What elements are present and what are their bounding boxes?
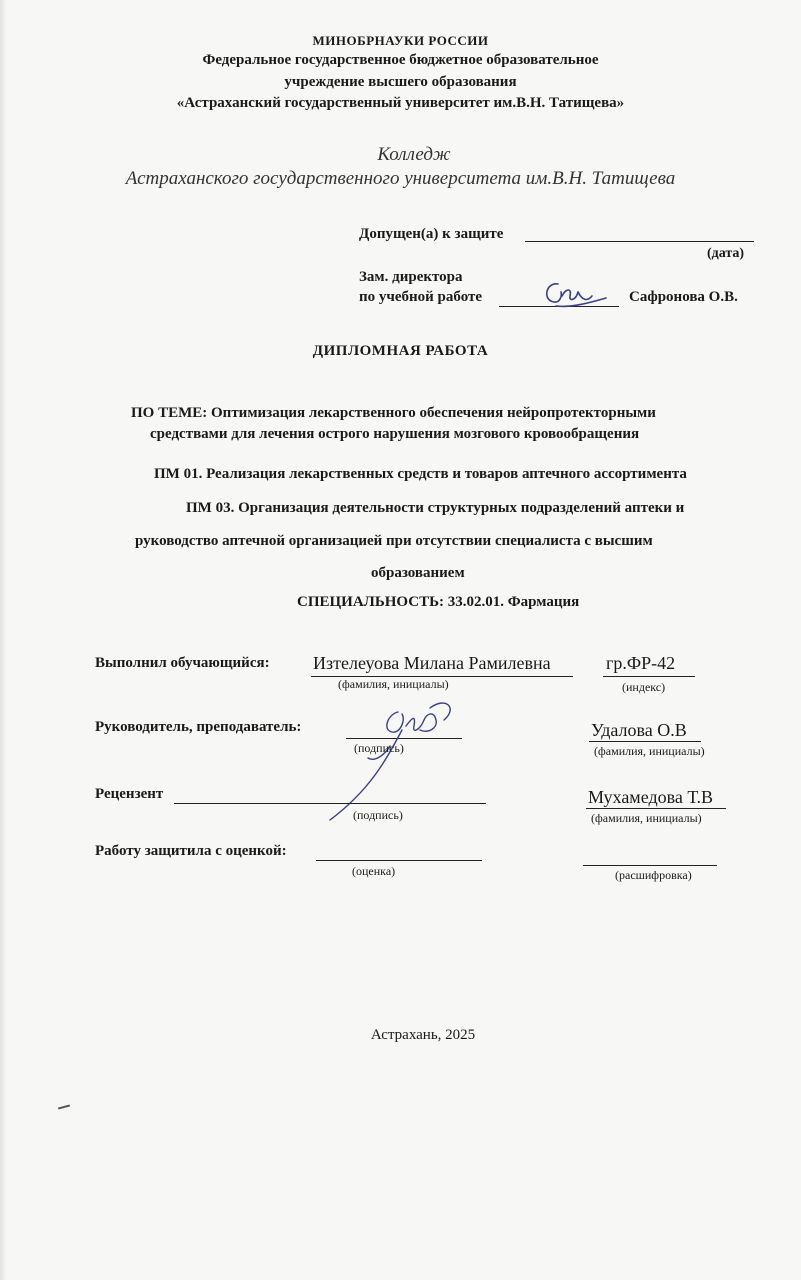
supervisor-label: Руководитель, преподаватель: <box>95 719 302 735</box>
org-line-2: учреждение высшего образования <box>284 74 517 90</box>
reviewer-sign-line <box>174 785 486 804</box>
grade-caption: (оценка) <box>352 864 396 878</box>
student-label: Выполнил обучающийся: <box>95 655 270 671</box>
specialty: СПЕЦИАЛЬНОСТЬ: 33.02.01. Фармация <box>297 594 580 610</box>
group-caption: (индекс) <box>622 680 666 694</box>
topic-line-1: ПО ТЕМЕ: Оптимизация лекарственного обеспечения нейропротекторными <box>131 405 656 421</box>
deputy-line-2: по учебной работе <box>359 289 483 305</box>
admitted-label: Допущен(а) к защите <box>359 226 504 242</box>
student-caption: (фамилия, инициалы) <box>338 677 449 691</box>
date-caption: (дата) <box>707 246 745 261</box>
deputy-name: Сафронова О.В. <box>629 289 738 305</box>
topic-line-2: средствами для лечения острого нарушения мозгового кровообращения <box>150 426 640 442</box>
pm-03-line-2: руководство аптечной организацией при отсутствии специалиста с высшим <box>135 533 653 549</box>
decode-caption: (расшифровка) <box>615 868 692 882</box>
reviewer-name-caption: (фамилия, инициалы) <box>591 811 702 825</box>
group-line <box>603 654 695 677</box>
grade-label: Работу защитила с оценкой: <box>95 843 287 859</box>
reviewer-name-line <box>586 787 726 809</box>
student-name: Изтелеуова Милана Рамилевна <box>313 653 551 673</box>
reviewer-name: Мухамедова Т.В <box>588 787 714 807</box>
supervisor-name: Удалова О.В <box>591 720 687 740</box>
ministry-line: МИНОБРНАУКИ РОССИИ <box>312 33 489 48</box>
document-heading: ДИПЛОМНАЯ РАБОТА <box>312 343 489 359</box>
scan-edge-left <box>0 0 6 1280</box>
reviewer-sign-caption: (подпись) <box>353 808 403 822</box>
supervisor-name-caption: (фамилия, инициалы) <box>594 744 705 758</box>
pm-03-line-1: ПМ 03. Организация деятельности структурных подразделений аптеки и <box>186 500 685 516</box>
reviewer-label: Рецензент <box>95 786 164 802</box>
city-year: Астрахань, 2025 <box>370 1027 476 1043</box>
org-line-3: «Астраханский государственный университет им.В.Н. Татищева» <box>176 95 625 111</box>
college-line-2: Астраханского государственного университета им.В.Н. Татищева <box>125 168 676 189</box>
pm-01: ПМ 01. Реализация лекарственных средств и товаров аптечного ассортимента <box>154 466 687 482</box>
admitted-date-line <box>525 224 754 242</box>
college-line-1: Колледж <box>377 144 451 165</box>
decode-line <box>583 848 717 866</box>
grade-line <box>316 843 482 861</box>
deputy-line-1: Зам. директора <box>359 269 463 285</box>
student-name-line <box>311 654 573 677</box>
pm-03-line-3: образованием <box>371 565 465 581</box>
group-index: гр.ФР-42 <box>606 653 676 673</box>
scan-mark <box>58 1104 70 1109</box>
org-line-1: Федеральное государственное бюджетное образовательное <box>202 52 599 68</box>
supervisor-sign-caption: (подпись) <box>354 741 404 755</box>
deputy-signature-icon <box>532 274 612 314</box>
supervisor-name-line <box>589 720 701 742</box>
